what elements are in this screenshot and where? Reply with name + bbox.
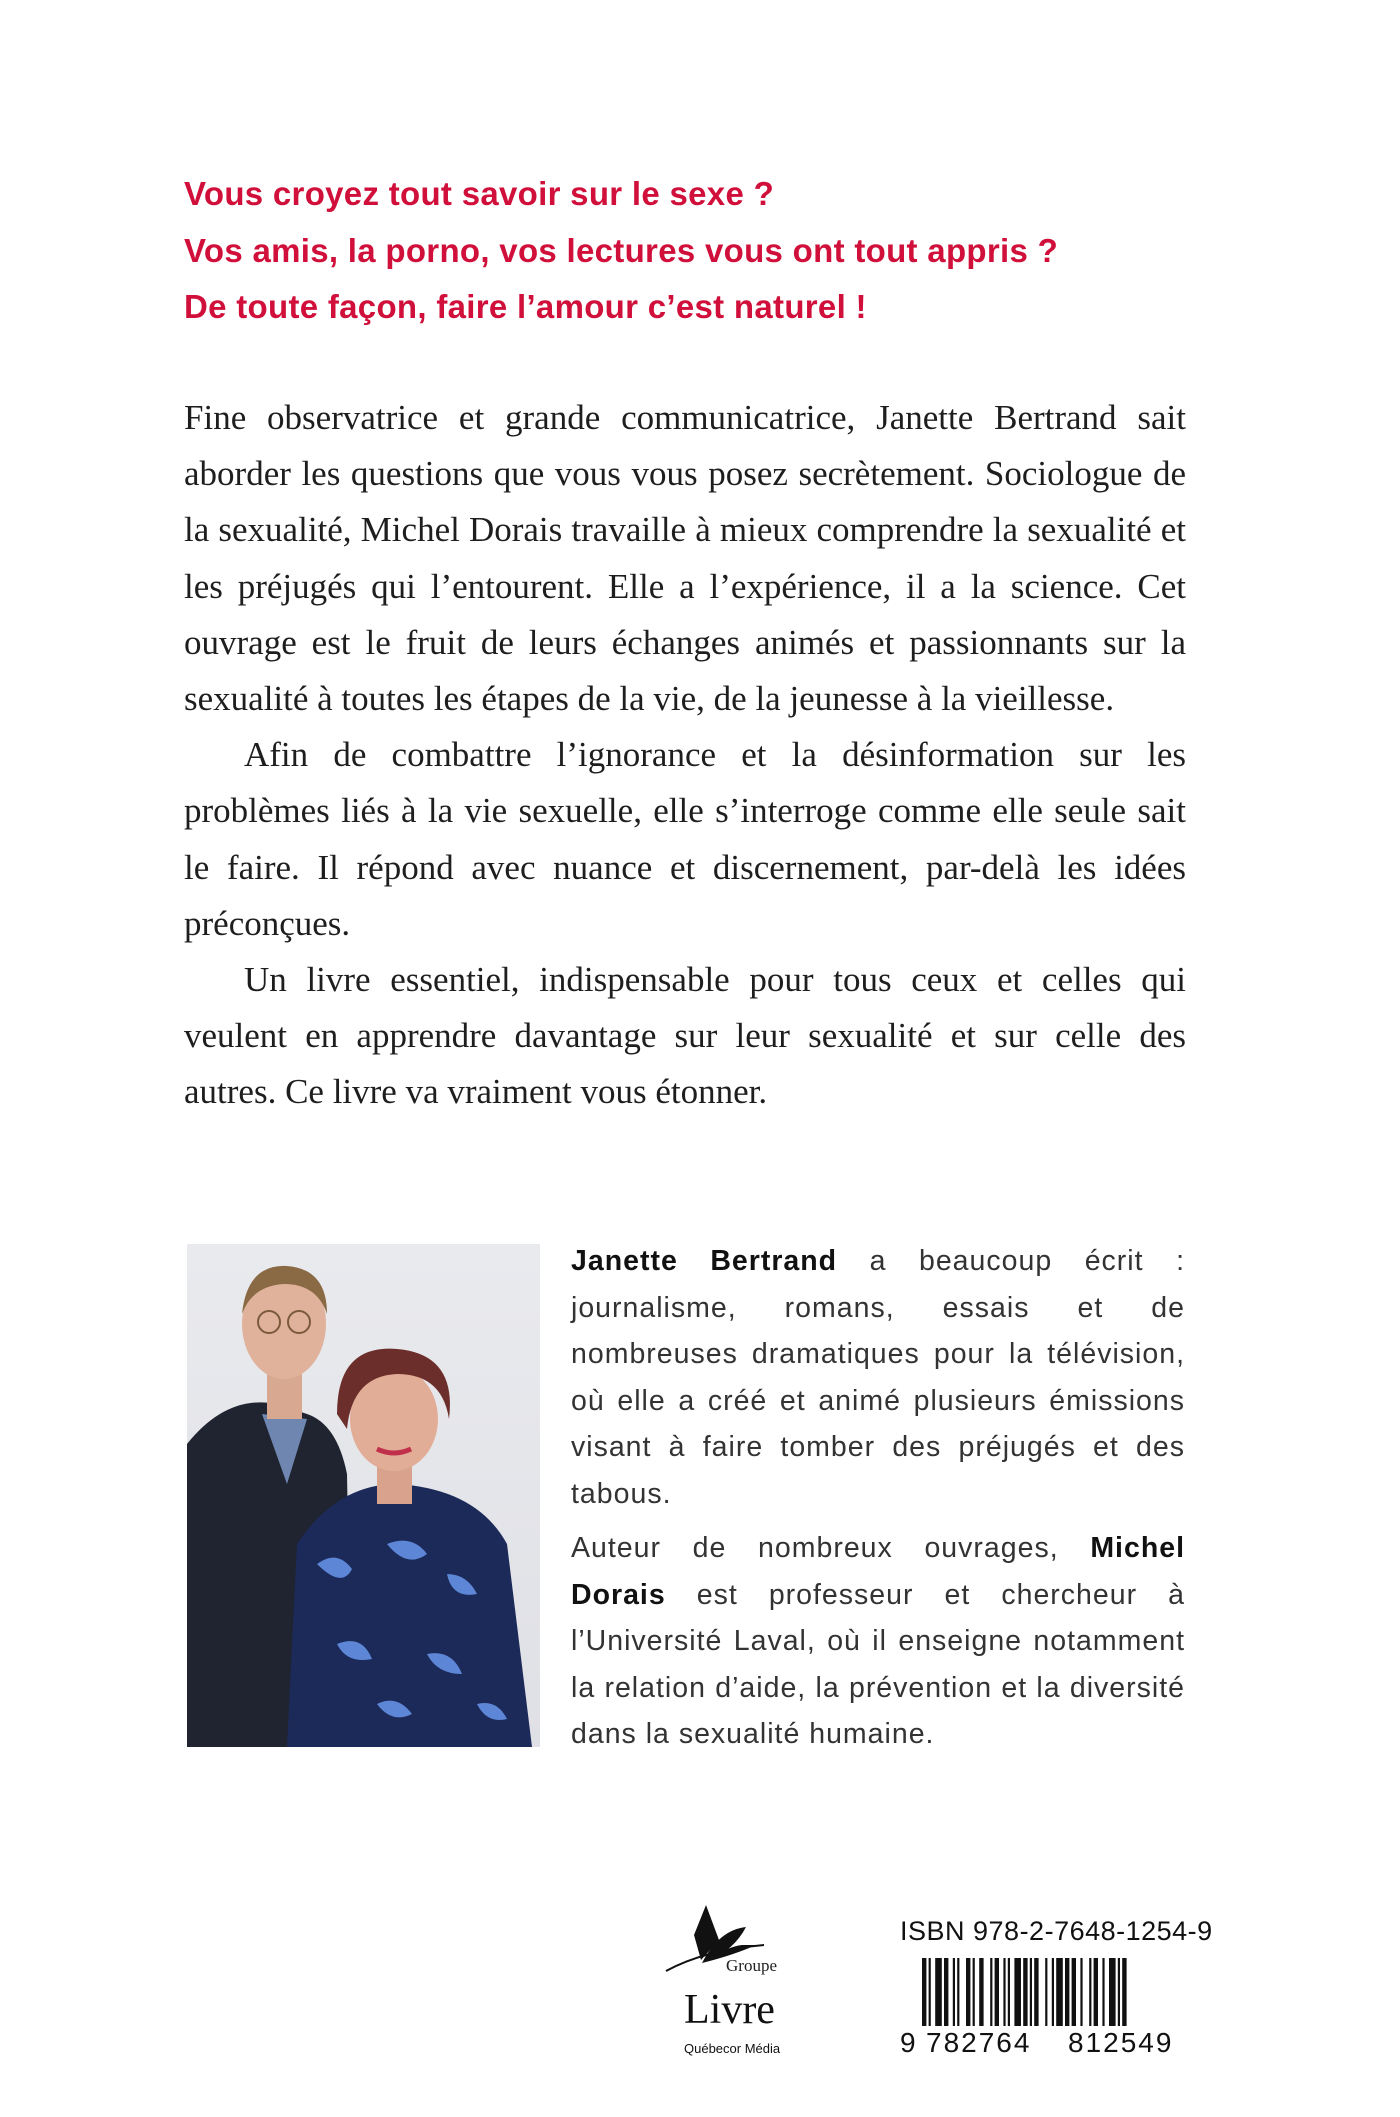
logo-quebecor: Québecor Média xyxy=(684,2041,781,2056)
logo-livre: Livre xyxy=(684,1987,775,2033)
barcode-bar xyxy=(1122,1958,1126,2026)
bio-janette-bertrand xyxy=(571,1238,1185,1517)
barcode-bar xyxy=(953,1958,955,2026)
barcode-bar xyxy=(935,1958,942,2026)
barcode-bar xyxy=(1118,1958,1120,2026)
bio-text: a beaucoup écrit : journalisme, romans, essais et de nombreuses dramatiques pour la télévision, où elle a créé et animé plusieurs émissions visant à faire tomber des préjugés et des tabous. xyxy=(571,1245,1185,1510)
barcode-bar xyxy=(973,1958,975,2026)
barcode-digit: 9 xyxy=(900,2027,916,2058)
barcode-digits-right: 812549 xyxy=(1068,2027,1174,2058)
barcode-bar xyxy=(1008,1958,1010,2026)
leaf-icon xyxy=(664,1905,814,2065)
headline-line: Vous croyez tout savoir sur le sexe ? xyxy=(184,175,775,212)
barcode-bar xyxy=(1030,1958,1032,2026)
isbn-label: ISBN 978-2-7648-1254-9 xyxy=(900,1916,1213,1946)
logo-groupe: Groupe xyxy=(726,1956,777,1975)
headline xyxy=(184,166,1234,336)
barcode-bar xyxy=(929,1958,931,2026)
publisher-logo xyxy=(664,1905,814,2065)
barcode xyxy=(900,1958,1200,2058)
bio-michel-dorais xyxy=(571,1525,1185,1758)
barcode-bar xyxy=(1014,1958,1021,2026)
authors-photo xyxy=(187,1244,540,1747)
barcode-bar xyxy=(1109,1958,1116,2026)
barcode-bar xyxy=(979,1958,983,2026)
barcode-bar xyxy=(995,1958,999,2026)
barcode-bar xyxy=(1080,1958,1082,2026)
barcode-digits-left: 782764 xyxy=(926,2027,1032,2058)
barcode-bar xyxy=(1034,1958,1038,2026)
barcode-bar xyxy=(1089,1958,1091,2026)
barcode-bar xyxy=(1023,1958,1027,2026)
barcode-bar xyxy=(1045,1958,1047,2026)
bio-text: est professeur et chercheur à l’Université Laval, où il enseigne notamment la relation d’aide, la prévention et la diversité dans la sexualité humaine. xyxy=(571,1578,1185,1750)
barcode-bar xyxy=(957,1958,959,2026)
barcode-bar xyxy=(922,1958,926,2026)
barcode-bar xyxy=(990,1958,992,2026)
barcode-bar xyxy=(1072,1958,1076,2026)
barcode-bar xyxy=(944,1958,948,2026)
barcode-bar xyxy=(1052,1958,1054,2026)
headline-line: Vos amis, la porno, vos lectures vous ont tout appris ? xyxy=(184,231,1059,269)
headline-line: De toute façon, faire l’amour c’est naturel ! xyxy=(184,288,867,325)
author-name: Michel Dorais xyxy=(571,1532,1185,1611)
blurb-paragraph: Fine observatrice et grande communicatrice, Janette Bertrand sait aborder les questions que vous vous posez secrètement. Sociologue de la sexualité, Michel Dorais travaille à mieux comprendre la sexualité et les préjugés qui l’entourent. Elle a l’expérience, il a la science. Cet ouvrage est le fruit de leurs échanges animés et passionnants sur la sexualité à toutes les étapes de la vie, de la jeunesse à la vieillesse. xyxy=(184,398,1186,719)
author-bios xyxy=(571,1238,1185,1766)
blurb xyxy=(184,390,1186,1121)
author-name: Janette Bertrand xyxy=(571,1245,838,1277)
blurb-paragraph: Afin de combattre l’ignorance et la désinformation sur les problèmes liés à la vie sexuelle, elle s’interroge comme elle seule sait le faire. Il répond avec nuance et discernement, par-delà les idées préconçues. xyxy=(184,735,1186,943)
barcode-bar xyxy=(1065,1958,1069,2026)
blurb-paragraph: Un livre essentiel, indispensable pour tous ceux et celles qui veulent en apprendre davantage sur leur sexualité et sur celle des autres. Ce livre va vraiment vous étonner. xyxy=(184,960,1186,1112)
barcode-bar xyxy=(1003,1958,1005,2026)
barcode-bar xyxy=(1056,1958,1063,2026)
barcode-bar xyxy=(966,1958,970,2026)
bio-text: Auteur de nombreux ouvrages, xyxy=(571,1532,1091,1564)
barcode-bar xyxy=(1102,1958,1104,2026)
barcode-bar xyxy=(1094,1958,1098,2026)
